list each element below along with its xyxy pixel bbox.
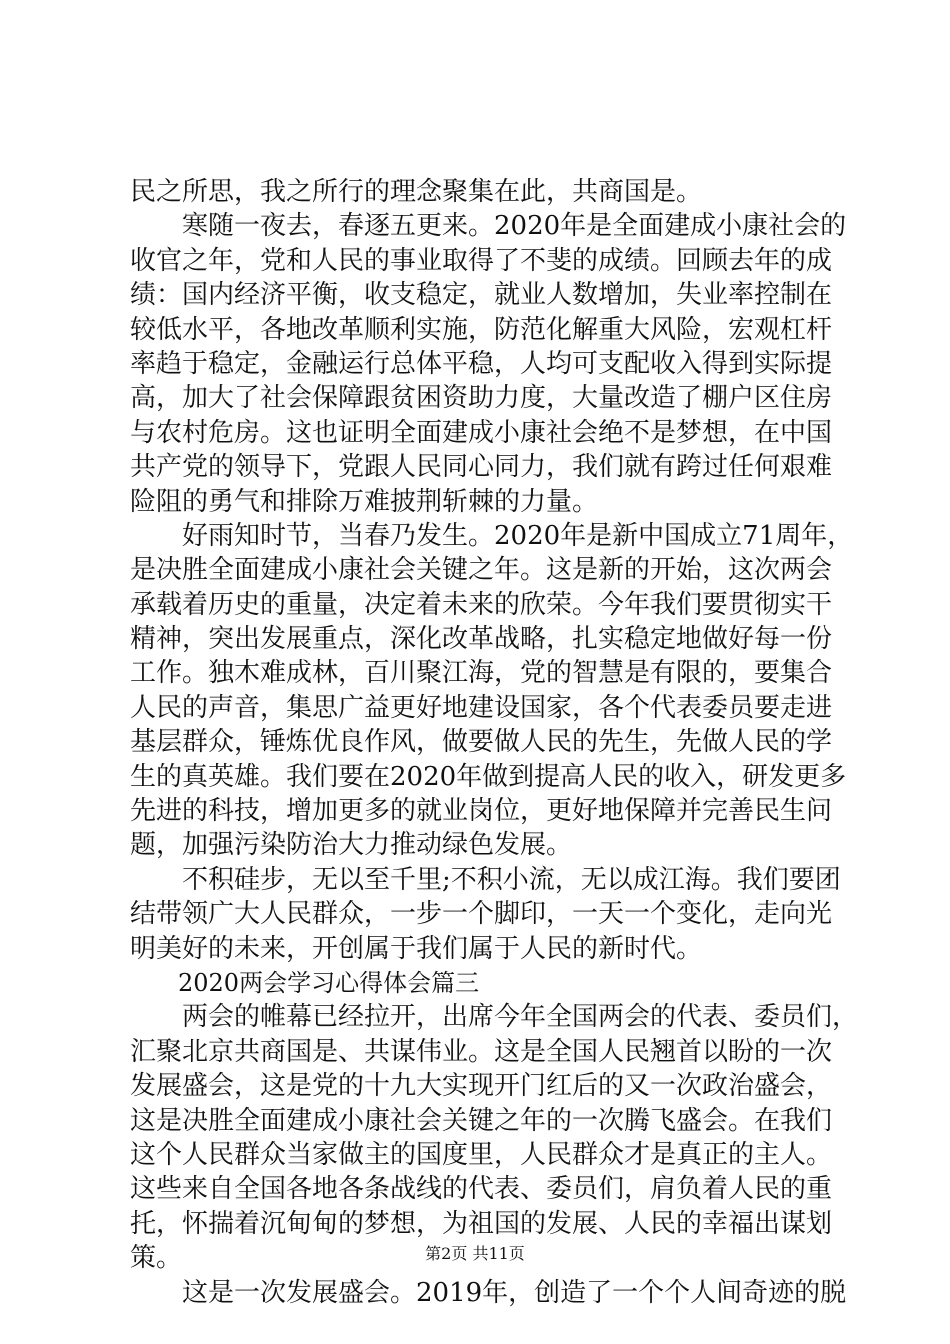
body-line: 险阻的勇气和排除万难披荆斩棘的力量。 [130, 486, 599, 517]
body-line: 托，怀揣着沉甸甸的梦想，为祖国的发展、人民的幸福出谋划 [130, 1208, 833, 1239]
body-line: 收官之年，党和人民的事业取得了不斐的成绩。回顾去年的成 [130, 245, 833, 276]
page-number-footer: 第2页 共11页 [425, 1244, 525, 1263]
body-line: 是决胜全面建成小康社会关键之年。这是新的开始，这次两会 [130, 555, 833, 586]
body-line: 这些来自全国各地各条战线的代表、委员们，肩负着人民的重 [130, 1174, 833, 1205]
body-line: 承载着历史的重量，决定着未来的欣荣。今年我们要贯彻实干 [130, 589, 833, 620]
body-line: 策。 [130, 1243, 183, 1274]
body-line: 较低水平，各地改革顺利实施，防范化解重大风险，宏观杠杆 [130, 314, 833, 345]
body-line: 基层群众，锤炼优良作风，做要做人民的先生，先做人民的学 [130, 727, 833, 758]
body-line: 绩：国内经济平衡，收支稳定，就业人数增加，失业率控制在 [130, 280, 833, 311]
body-line: 工作。独木难成林，百川聚江海，党的智慧是有限的，要集合 [130, 658, 833, 689]
body-line: 人民的声音，集思广益更好地建设国家，各个代表委员要走进 [130, 692, 833, 723]
body-line: 民之所思，我之所行的理念聚集在此，共商国是。 [130, 177, 703, 207]
body-line: 先进的科技，增加更多的就业岗位，更好地保障并完善民生问 [130, 796, 833, 827]
body-line: 率趋于稳定，金融运行总体平稳，人均可支配收入得到实际提 [130, 348, 833, 379]
document-body [130, 175, 859, 1310]
paragraph-start-line: 好雨知时节，当春乃发生。2020年是新中国成立71周年， [182, 520, 854, 551]
paragraph-start-line: 这是一次发展盛会。2019年，创造了一个个人间奇迹的脱 [182, 1277, 847, 1308]
paragraph-start-line: 两会的帷幕已经拉开，出席今年全国两会的代表、委员们， [182, 1002, 859, 1033]
body-line: 这个人民群众当家做主的国度里，人民群众才是真正的主人。 [130, 1139, 833, 1170]
body-line: 与农村危房。这也证明全面建成小康社会绝不是梦想，在中国 [130, 417, 833, 448]
body-line: 发展盛会，这是党的十九大实现开门红后的又一次政治盛会， [130, 1071, 833, 1102]
body-line: 题，加强污染防治大力推动绿色发展。 [130, 830, 573, 861]
section-heading: 2020两会学习心得体会篇三 [178, 968, 480, 997]
paragraph-start-line: 不积硅步，无以至千里;不积小流，无以成江海。我们要团 [182, 864, 841, 895]
body-line: 明美好的未来，开创属于我们属于人民的新时代。 [130, 933, 703, 964]
body-line: 结带领广大人民群众，一步一个脚印，一天一个变化，走向光 [130, 899, 833, 930]
body-line: 高，加大了社会保障跟贫困资助力度，大量改造了棚户区住房 [130, 383, 833, 414]
body-line: 汇聚北京共商国是、共谋伟业。这是全国人民翘首以盼的一次 [130, 1036, 833, 1067]
body-line: 共产党的领导下，党跟人民同心同力，我们就有跨过任何艰难 [130, 452, 833, 483]
body-line: 生的真英雄。我们要在2020年做到提高人民的收入，研发更多 [130, 761, 847, 792]
body-line: 这是决胜全面建成小康社会关键之年的一次腾飞盛会。在我们 [130, 1105, 833, 1136]
body-line: 精神，突出发展重点，深化改革战略，扎实稳定地做好每一份 [130, 624, 833, 655]
paragraph-start-line: 寒随一夜去，春逐五更来。2020年是全面建成小康社会的 [182, 211, 847, 242]
